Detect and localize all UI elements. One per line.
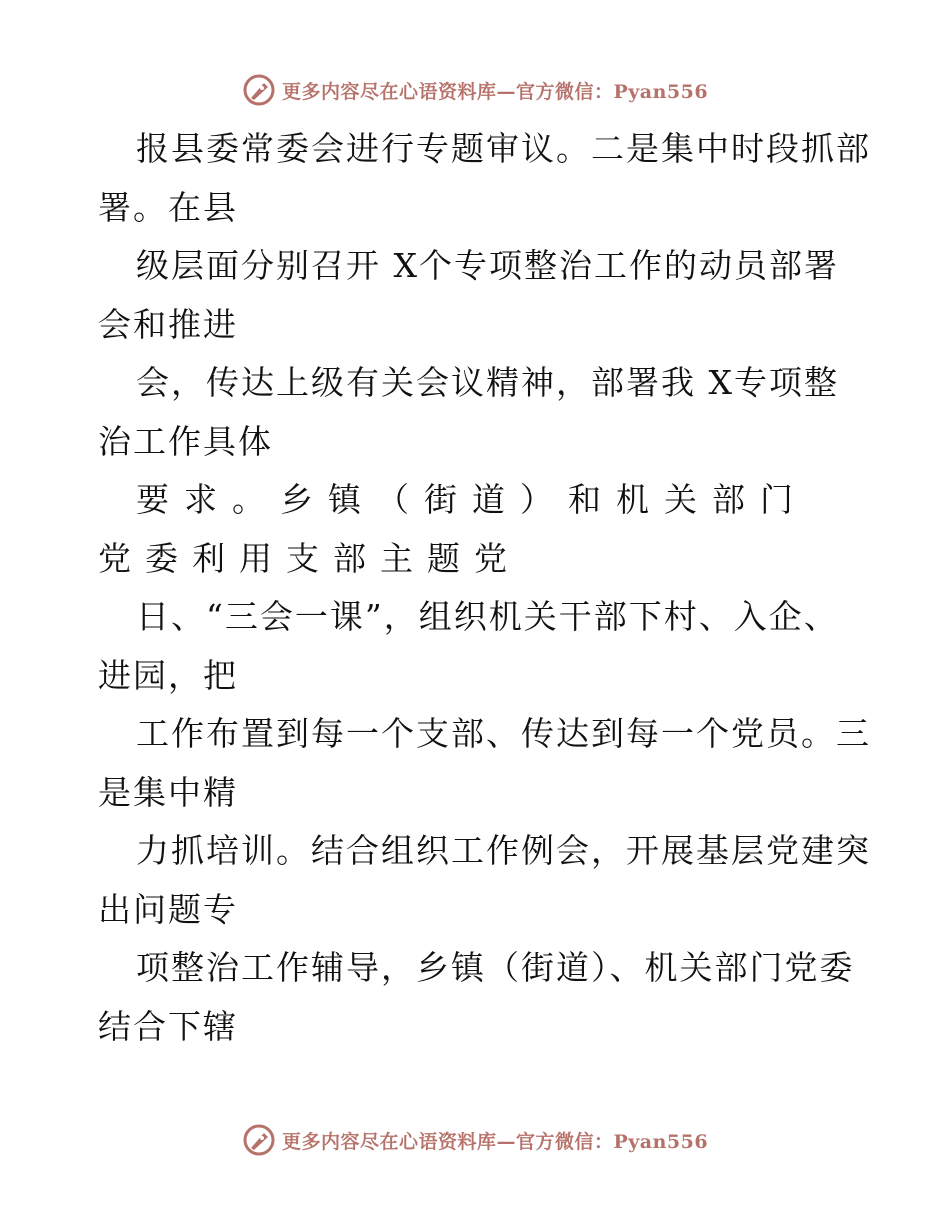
header-banner-text: 更多内容尽在心语资料库—官方微信：Pyan556 (281, 80, 709, 103)
document-body (98, 120, 871, 1056)
body-line: 是集中精 (98, 772, 238, 812)
pen-nib-logo-icon (242, 1123, 276, 1157)
body-line: 党委利用支部主题党 (98, 538, 521, 578)
header-banner (0, 70, 950, 110)
body-line: 项整治工作辅导，乡镇（街道）、机关部门党委 (136, 948, 855, 987)
body-line: 治工作具体 (98, 421, 273, 461)
body-line: 工作布置到每一个支部、传达到每一个党员。三 (136, 714, 871, 753)
pen-nib-logo-icon (242, 73, 276, 107)
body-line: 力抓培训。结合组织工作例会，开展基层党建突 (136, 831, 871, 870)
body-line: 级层面分别召开 X个专项整治工作的动员部署 (136, 246, 839, 285)
body-line: 结合下辖 (98, 1006, 238, 1046)
body-line: 出问题专 (98, 889, 238, 929)
body-line: 报县委常委会进行专题审议。二是集中时段抓部 (136, 129, 871, 168)
body-line: 日、“三会一课”，组织机关干部下村、入企、 (136, 597, 839, 636)
body-line: 会，传达上级有关会议精神，部署我 X专项整 (136, 363, 839, 402)
body-line: 会和推进 (98, 304, 238, 344)
body-line: 署。在县 (98, 187, 238, 227)
footer-banner (0, 1120, 950, 1160)
body-line: 进园，把 (98, 655, 238, 695)
body-line: 要求。乡镇（街道）和机关部门 (136, 480, 808, 519)
footer-banner-text: 更多内容尽在心语资料库—官方微信：Pyan556 (281, 1130, 709, 1153)
